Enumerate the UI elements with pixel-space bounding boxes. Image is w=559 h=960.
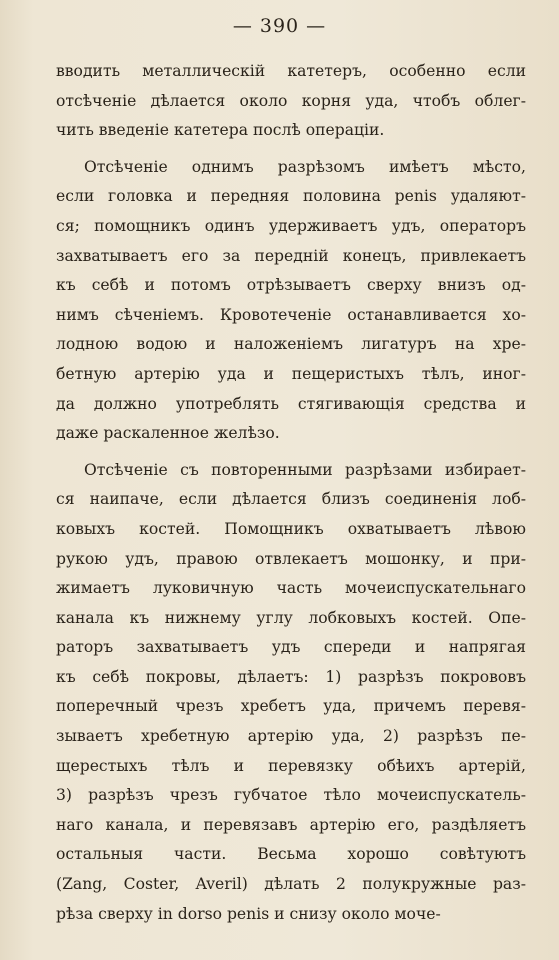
text-line: къ себѣ покровы, дѣлаетъ: 1) разрѣзъ покрововъ <box>56 667 526 686</box>
text-line: бетную артерію уда и пещеристыхъ тѣлъ, иног- <box>56 364 526 383</box>
text-line: зываетъ хребетную артерію уда, 2) разрѣзъ пе- <box>56 727 526 746</box>
text-line: рукою удъ, правою отвлекаетъ мошонку, и при- <box>56 549 526 568</box>
text-line: Отсѣченіе однимъ разрѣзомъ имѣетъ мѣсто, <box>84 157 526 176</box>
text-line: нимъ сѣченіемъ. Кровотеченіе останавливается хо- <box>56 305 526 324</box>
text-line: жимаетъ луковичную часть мочеиспускательнаго <box>56 579 526 598</box>
paragraph <box>56 456 526 930</box>
text-line: канала къ нижнему углу лобковыхъ костей. Опе- <box>56 608 526 627</box>
text-line: остальныя части. Весьма хорошо совѣтуютъ <box>56 845 526 864</box>
text-line: 3) разрѣзъ чрезъ губчатое тѣло мочеиспускатель- <box>56 786 526 805</box>
text-line: къ себѣ и потомъ отрѣзываетъ сверху внизъ од- <box>56 276 526 295</box>
text-line: Отсѣченіе съ повторенными разрѣзами избирает- <box>84 460 526 479</box>
paragraph <box>56 57 526 146</box>
text-line: чить введеніе катетера послѣ операціи. <box>56 121 385 140</box>
text-line: отсѣченіе дѣлается около корня уда, чтобъ облег- <box>56 91 526 110</box>
paragraph-gap <box>56 146 526 153</box>
page-number: — 390 — <box>232 15 327 37</box>
text-line: лодною водою и наложеніемъ лигатуръ на хре- <box>56 335 526 354</box>
body-text <box>56 57 526 929</box>
text-line: даже раскаленное желѣзо. <box>56 424 280 443</box>
text-line: да должно употреблять стягивающія средства и <box>56 394 526 413</box>
text-line: поперечный чрезъ хребетъ уда, причемъ перевя- <box>56 697 526 716</box>
text-line: ковыхъ костей. Помощникъ охватываетъ лѣвою <box>56 519 526 538</box>
text-line: захватываетъ его за передній конецъ, привлекаетъ <box>56 246 526 265</box>
text-line: рѣза сверху in dorso penis и снизу около моче- <box>56 904 441 923</box>
text-line: щерестыхъ тѣлъ и перевязку обѣихъ артерій, <box>56 756 526 775</box>
text-line: (Zang, Coster, Averil) дѣлать 2 полукружные раз- <box>56 875 526 894</box>
paragraph <box>56 153 526 449</box>
text-line: если головка и передняя половина penis удаляют- <box>56 187 526 206</box>
text-line: наго канала, и перевязавъ артерію его, раздѣляетъ <box>56 815 526 834</box>
text-line: раторъ захватываетъ удъ спереди и напрягая <box>56 638 526 657</box>
text-line: вводить металлическій катетеръ, особенно если <box>56 62 526 80</box>
text-line: ся; помощникъ одинъ удерживаетъ удъ, операторъ <box>56 216 526 235</box>
paragraph-gap <box>56 449 526 456</box>
text-line: ся наипаче, если дѣлается близъ соединенія лоб- <box>56 490 526 509</box>
